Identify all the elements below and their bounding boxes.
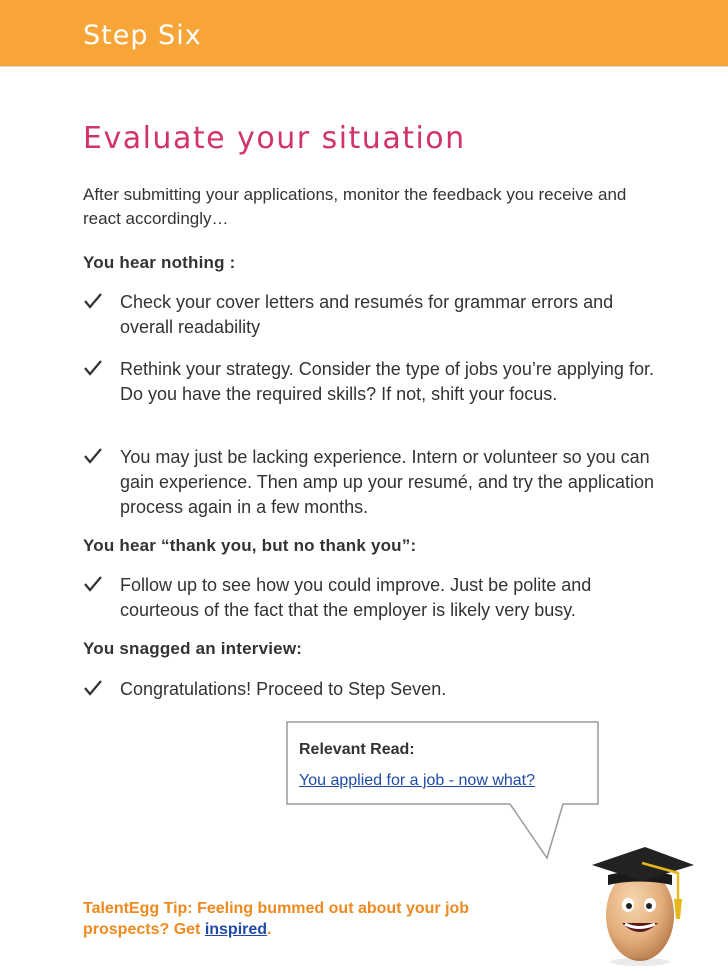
section-heading-rejection: You hear “thank you, but no thank you”: <box>83 536 417 555</box>
talentegg-tip <box>83 898 503 940</box>
list-item-text: Follow up to see how you could improve. Just be polite and courteous of the fact that the employer is likely very busy. <box>120 575 592 620</box>
section-heading-nothing: You hear nothing : <box>83 253 236 272</box>
page-headline: Evaluate your situation <box>83 121 466 156</box>
list-item-text: Rethink your strategy. Consider the type of jobs you’re applying for. Do you have the required skills? If not, shift your focus. <box>120 359 654 404</box>
list-item-text: Congratulations! Proceed to Step Seven. <box>120 679 447 699</box>
list-item-text: Check your cover letters and resumés for grammar errors and overall readability <box>120 292 614 337</box>
relevant-read-link[interactable]: You applied for a job - now what? <box>299 772 536 789</box>
tip-suffix: . <box>267 921 272 938</box>
relevant-read-label: Relevant Read: <box>299 741 415 758</box>
tip-text: TalentEgg Tip: Feeling bummed out about your job prospects? Get <box>83 900 470 938</box>
list-item-text: You may just be lacking experience. Intern or volunteer so you can gain experience. Then amp up your resumé, and try the application process again in a few months. <box>120 447 654 517</box>
egg-mascot-graduation-cap-icon <box>590 835 700 967</box>
inspired-link[interactable]: inspired <box>204 921 268 938</box>
step-title: Step Six <box>83 20 202 51</box>
section-heading-interview: You snagged an interview: <box>83 639 303 658</box>
intro-paragraph: After submitting your applications, monitor the feedback you receive and react accordingly… <box>83 185 627 228</box>
